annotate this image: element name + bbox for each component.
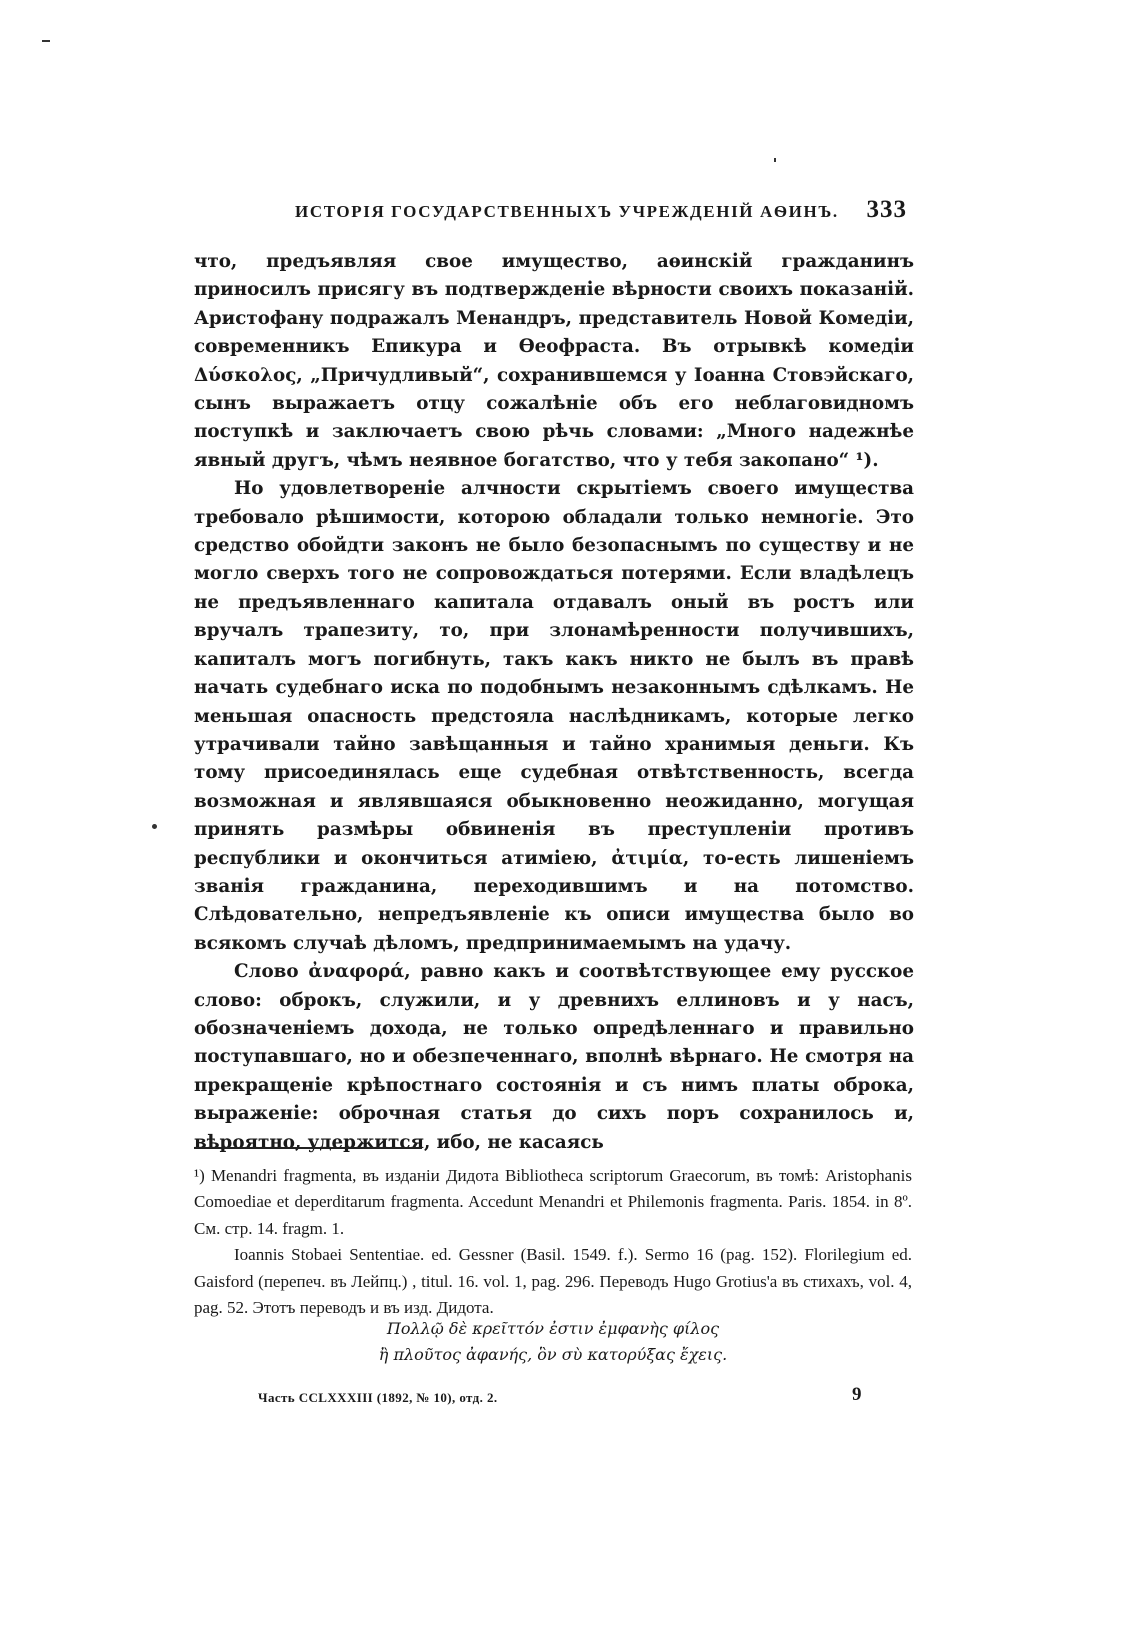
main-text bbox=[194, 248, 914, 1157]
footnote: ¹) Menandri fragmenta, въ изданіи Дидота Bibliotheca scriptorum Graecorum, въ томѣ: Aristophanis Comoediae et deperditarum fragmenta. Accedunt Menandri et Philemonis fragmenta. Paris. 1854. in 8º. См. стр. 14. fragm. 1. bbox=[194, 1166, 912, 1238]
scan-mark bbox=[152, 824, 157, 829]
greek-quote-line: ἢ πλοῦτος ἀφανής, ὃν σὺ κατορύξας ἔχεις. bbox=[378, 1345, 728, 1364]
running-title: ИСТОРІЯ ГОСУДАРСТВЕННЫХЪ УЧРЕЖДЕНІЙ АѲИНЪ. bbox=[295, 202, 839, 221]
scan-mark bbox=[42, 40, 50, 42]
printer-signature: Часть CCLXXXIII (1892, № 10), отд. 2. bbox=[258, 1390, 498, 1405]
footnote: Ioannis Stobaei Sententiae. ed. Gessner (Basil. 1549. f.). Sermo 16 (pag. 152). Florilegium ed. Gaisford (перепеч. въ Лейпц.) , titul. 16. vol. 1, pag. 296. Переводъ Hugo Grotius'а въ стихахъ, vol. 4, pag. 52. Этотъ переводъ и въ изд. Дидота. bbox=[194, 1245, 912, 1318]
paragraph: Но удовлетвореніе алчности скрытіемъ своего имущества требовало рѣшимости, которою обладали только немногіе. Это средство обойдти законъ не было безопаснымъ по существу и не могло сверхъ того не сопровождаться потерями. Если владѣлецъ не предъявленнаго капитала отдавалъ оный въ ростъ или вручалъ трапезиту, то, при злонамѣренности получившихъ, капиталъ могъ погибнуть, такъ какъ никто не былъ въ правѣ начать судебнаго иска по подобнымъ незаконнымъ сдѣлкамъ. Не меньшая опасность предстояла наслѣдникамъ, которые легко утрачивали тайно завѣщанныя и тайно хранимыя деньги. Къ тому присоединялась еще судебная отвѣтственность, всегда возможная и являвшаяся обыкновенно неожиданно, могущая принять размѣры обвиненія въ преступленіи противъ республики и окончиться атиміею, ἀτιμία, то-есть лишеніемъ званія гражданина, переходившимъ и на потомство. Слѣдовательно, непредъявленіе къ описи имущества было во всякомъ случаѣ дѣломъ, предпринимаемымъ на удачу. bbox=[194, 478, 914, 954]
page-number: 333 bbox=[866, 196, 907, 223]
paragraph: Слово ἀναφορά, равно какъ и соотвѣтствующее ему русское слово: оброкъ, служили, и у древнихъ еллиновъ и у насъ, обозначеніемъ дохода, не только опредѣленнаго и правильно поступавшаго, но и обезпеченнаго, вполнѣ вѣрнаго. Не смотря на прекращеніе крѣпостнаго состоянія и съ нимъ платы оброка, выраженіе: оброчная статья до сихъ поръ сохранилось и, вѣроятно, удержится, ибо, не касаясь bbox=[194, 961, 914, 1153]
scan-mark bbox=[774, 158, 776, 162]
footnotes bbox=[194, 1163, 912, 1321]
paragraph: что, предъявляя свое имущество, аѳинскій гражданинъ приносилъ присягу въ подтвержденіе вѣрности своихъ показаній. Аристофану подражалъ Менандръ, представитель Новой Комедіи, современникъ Епикура и Ѳеофраста. Въ отрывкѣ комедіи Δύσκολος, „Причудливый“, сохранившемся у Іоанна Стовэйскаго, сынъ выражаетъ отцу сожалѣніе объ его неблаговидномъ поступкѣ и заключаетъ свою рѣчь словами: „Много надежнѣе явный другъ, чѣмъ неявное богатство, что у тебя закопано“ ¹). bbox=[194, 251, 914, 471]
greek-quote-line: Πολλῷ δὲ κρεῖττόν ἐστιν ἐμφανὴς φίλος bbox=[386, 1319, 720, 1338]
footnote-separator bbox=[194, 1147, 422, 1149]
running-header bbox=[295, 196, 907, 224]
sheet-number: 9 bbox=[852, 1384, 862, 1405]
